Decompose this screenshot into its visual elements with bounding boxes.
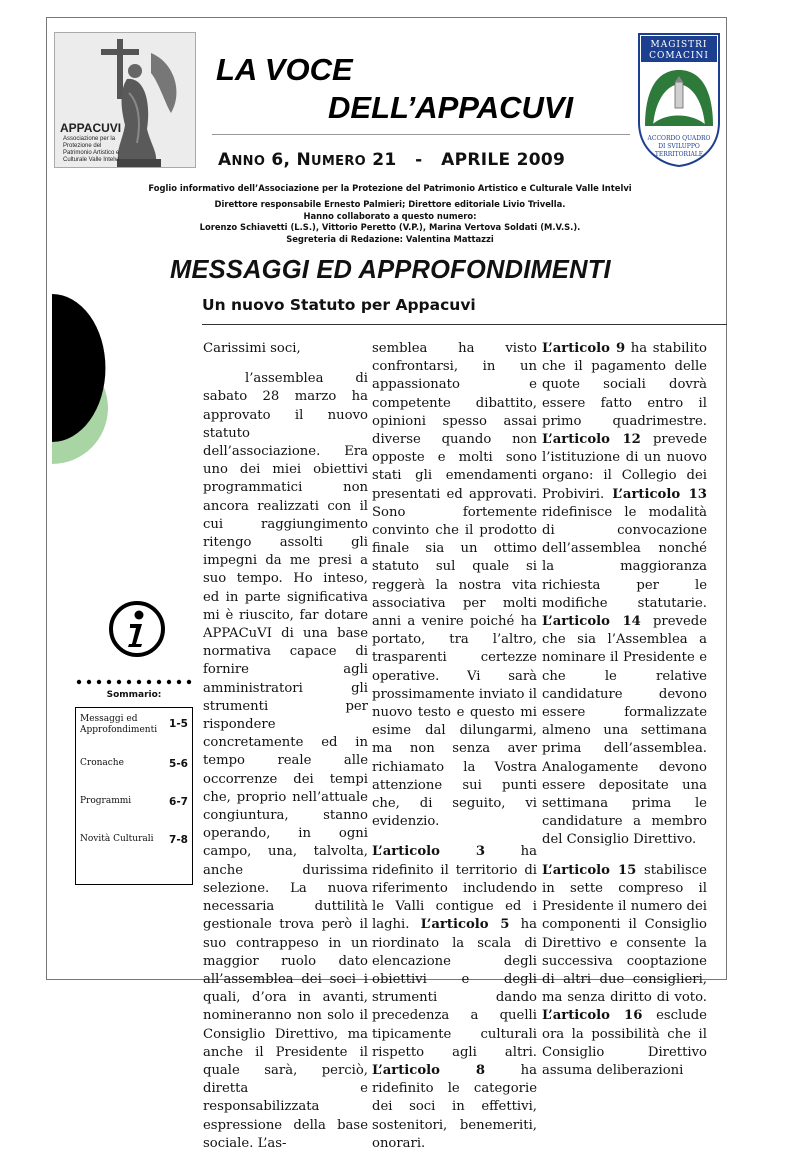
- issue-anno-initial: A: [218, 150, 232, 170]
- sommario-item-label: Programmi: [80, 796, 132, 806]
- magistri-comacini-logo: [637, 32, 721, 168]
- article-text: ha riordinato la scala di elencazione degli obiettivi e degli strumenti dando precedenza a quelli tipicamente culturali rispetto agli altri.: [372, 917, 537, 1060]
- article-paragraph: [542, 862, 707, 1080]
- masthead-description: Foglio informativo dell’Associazione per la Protezione del Patrimonio Artistico e Culturale Valle Intelvi: [148, 183, 632, 193]
- appacuvi-logo: [54, 32, 196, 168]
- article-title-divider: [202, 324, 727, 325]
- masthead-secretary: Segreteria di Redazione: Valentina Mattazzi: [286, 233, 494, 244]
- article-text: ha ridefinito il territorio di riferimento includendo le Valli contigue ed i laghi.: [372, 844, 537, 933]
- article-highlight: L’articolo 12: [542, 432, 641, 448]
- info-icon: [108, 600, 166, 658]
- sommario-item-label: Cronache: [80, 758, 124, 768]
- issue-line: [218, 150, 565, 170]
- issue-numero-initial: N: [296, 150, 312, 170]
- title-divider: [212, 134, 630, 135]
- article-text: prevede l’istituzione di un nuovo organo: il Collegio dei Probiviri.: [542, 432, 707, 502]
- sommario-item-pages: 5-6: [169, 758, 188, 770]
- article-highlight: L’articolo 3: [372, 844, 486, 860]
- article-highlight: L’articolo 14: [542, 614, 641, 630]
- logo-right-text4: DI SVILUPPO: [658, 143, 700, 150]
- logo-right-text3: ACCORDO QUADRO: [647, 135, 711, 142]
- sommario-item-pages: 6-7: [169, 796, 188, 808]
- sommario-item[interactable]: [80, 714, 188, 736]
- newsletter-title-line1: LA VOCE: [216, 52, 353, 87]
- article-highlight: L’articolo 16: [542, 1008, 643, 1024]
- article-paragraph: l’assemblea di sabato 28 marzo ha approvato il nuovo statuto dell’associazione. Era uno dei miei obiettivi programmatici non ancora realizzati con il cui raggiungimento ritengo assolti gli impegni da me presi a suo tempo. Ho inteso, ed in parte significativa mi è riuscito, far dotare APPACuVI di una base normativa capace di fornire agli amministratori gli strumenti per rispondere concretamente ed in tempo reale alle occorrenze dei tempi che, proprio nell’attuale congiuntura, stanno operando, in ogni campo, una, talvolta, anche durissima selezione. La nuova necessaria duttilità gestionale trova però il suo contrappeso in un maggior ruolo dato all’assemblea dei soci i quali, d’ora in avanti, nomineranno non solo il Consiglio Direttivo, ma anche il Presidente il quale sarà, perciò, diretta e responsabilizzata espressione della base sociale. L’as-: [203, 371, 368, 1151]
- article-highlight: L’articolo 13: [612, 486, 707, 502]
- shield-emblem-icon: [637, 32, 721, 168]
- sommario-item[interactable]: [80, 796, 188, 815]
- sommario-item[interactable]: [80, 834, 188, 853]
- article-text: ridefinisce le modalità di convocazione dell’assemblea nonché la maggioranza richiesta per le modifiche statutarie.: [542, 504, 707, 611]
- article-greeting: Carissimi soci,: [203, 341, 301, 356]
- article-paragraph: [542, 340, 707, 850]
- newsletter-title-line2: DELL’APPACUVI: [328, 90, 574, 125]
- article-column-3: [542, 340, 707, 1080]
- sommario-item-pages: 1-5: [169, 718, 188, 730]
- masthead-contributors: Lorenzo Schiavetti (L.S.), Vittorio Peretto (V.P.), Marina Vertova Soldati (M.V.S.).: [199, 222, 581, 233]
- logo-subtitle: Associazione per la Protezione del Patrimonio Artistico e Culturale Valle Intelvi: [63, 136, 120, 163]
- article-highlight: L’articolo 15: [542, 862, 637, 878]
- masthead-directors: Direttore responsabile Ernesto Palmieri; Direttore editoriale Livio Trivella.: [214, 199, 566, 210]
- article-highlight: L’articolo 8: [372, 1062, 486, 1078]
- logo-right-text5: TERRITORIALE: [654, 151, 704, 158]
- sommario-item[interactable]: [80, 758, 188, 777]
- dotted-divider: [75, 667, 195, 687]
- logo-name: APPACUVI: [60, 121, 122, 135]
- article-text: ha stabilito che il pagamento delle quote sociali dovrà essere fatto entro il primo quadrimestre.: [542, 341, 707, 429]
- article-text: stabilisce in sette compreso il Presidente il numero dei componenti il Consiglio Direttivo e consente la successiva cooptazione di altri due consiglieri, ma senza diritto di voto.: [542, 862, 707, 1006]
- issue-numero-date: 21 - APRILE 2009: [365, 150, 566, 170]
- issue-numero-rest: UMERO: [311, 154, 366, 169]
- sommario-box: [75, 707, 193, 885]
- logo-right-text1: MAGISTRI: [650, 40, 708, 50]
- article-column-1: [203, 340, 368, 1153]
- article-text: prevede che sia l’Assemblea a nominare il Presidente e che le relative candidature devono essere formalizzate almeno una settimana prima dell’assemblea. Analogamente devono essere depositate una settimana prima le candidature a membro del Consiglio Direttivo.: [542, 614, 707, 848]
- article-paragraph: [372, 843, 537, 1152]
- article-text: esclude ora la possibilità che il Consiglio Direttivo assuma deliberazioni: [542, 1008, 707, 1078]
- article-highlight: L’articolo 5: [420, 917, 510, 933]
- sommario-item-label: Messaggi ed Approfondimenti: [80, 714, 158, 735]
- article-highlight: L’articolo 9: [542, 341, 626, 356]
- masthead-contributors-label: Hanno collaborato a questo numero:: [303, 210, 477, 221]
- article-column-2: [372, 340, 537, 1153]
- issue-anno-number: 6,: [265, 150, 297, 170]
- logo-right-text2: COMACINI: [649, 51, 709, 61]
- section-title: MESSAGGI ED APPROFONDIMENTI: [170, 256, 611, 284]
- masthead-info: [60, 183, 720, 245]
- issue-anno-rest: NNO: [231, 154, 266, 169]
- article-paragraph: semblea ha visto confrontarsi, in un appassionato e competente dibattito, opinioni spesso assai diverse quando non opposte e molti sono stati gli emendamenti presentati ed approvati. Sono fortemente convinto che il prodotto finale sia un ottimo statuto sul quale si reggerà la nostra vita associativa per molti anni a venire poiché ha portato, tra l’altro, trasparenti certezze operative. Vi sarà prossimamente inviato il nuovo testo e questo mi esime dal dilungarmi, ma non senza aver richiamato la Vostra attenzione sui punti che, di seguito, vi evidenzio.: [372, 341, 538, 830]
- sommario-item-label: Novità Culturali: [80, 834, 154, 844]
- sommario-item-pages: 7-8: [169, 834, 188, 846]
- article-text: ha ridefinito le categorie dei soci in effettivi, sostenitori, benemeriti, onorari.: [372, 1062, 537, 1151]
- decorative-half-circle: [46, 292, 118, 467]
- sommario-label: Sommario:: [106, 690, 162, 700]
- article-title: Un nuovo Statuto per Appacuvi: [202, 296, 476, 314]
